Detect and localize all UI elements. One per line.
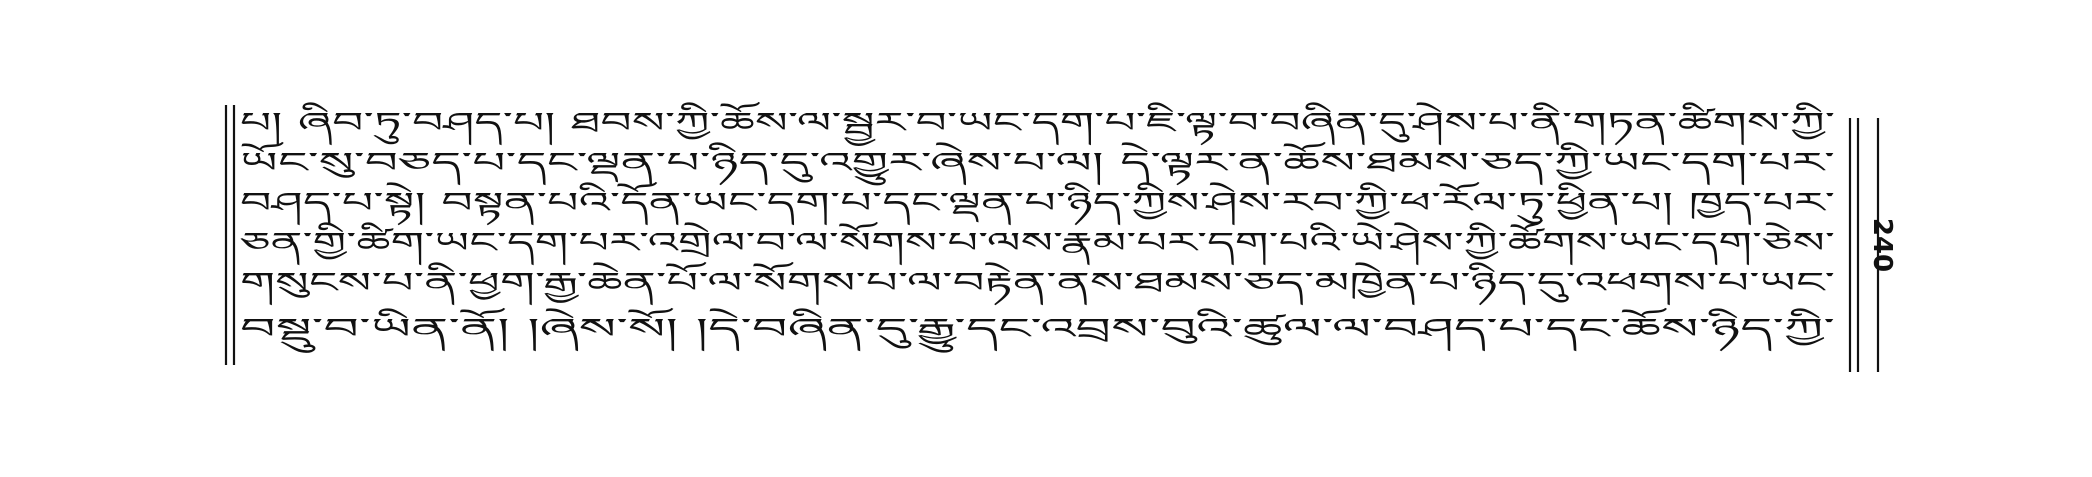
text-line-4 (240, 219, 1835, 266)
text-line-6-content: བསྡུ་བ་ཡིན་ནོ། །ཞེས་སོ། །དེ་བཞིན་དུ་རྒྱུ་དང་འབྲས་བུའི་ཚུལ་ལ་བཤད་པ་དང་ཆོས་ཉིད་ཀྱི་ (240, 312, 1042, 345)
text-block (240, 101, 1835, 353)
text-line-2-content: ཡོང་སུ་བཅད་པ་དང་ལྡན་པ་ཉིད་དུ་འགྱུར་ཞེས་པ་ལ། དེ་ལྟར་ན་ཆོས་ཐམས་ཅད་ཀྱི་ཡང་དག་པར་ (240, 146, 1099, 179)
text-line-5 (240, 261, 1835, 306)
margin-folio-number: 240 (1867, 217, 1897, 273)
text-line-3-content: བཤད་པ་སྟེ། བསྟན་པའི་དོན་ཡང་དག་པ་དང་ལྡན་པ་ཉིད་ཀྱིས་ཤེས་རབ་ཀྱི་ཕ་རོལ་ཏུ་ཕྱིན་པ། ཁྱད་པར་ (240, 186, 1146, 219)
text-line-4-content: ཅན་གྱི་ཚིག་ཡང་དག་པར་འགྲེལ་བ་ལ་སོགས་པ་ལས་རྣམ་པར་དག་པའི་ཡེ་ཤེས་ཀྱི་ཚོགས་ཡང་དག་ཅེས་ (240, 226, 1172, 259)
text-line-3 (240, 181, 1835, 226)
text-line-2 (240, 141, 1835, 186)
text-line-5-content: གསུངས་པ་ནི་ཕྱག་རྒྱ་ཆེན་པོ་ལ་སོགས་པ་ལ་བརྟེན་ནས་ཐམས་ཅད་མཁྱེན་པ་ཉིད་དུ་འཕགས་པ་ཡང་ (240, 266, 1136, 299)
text-line-1-content: པ། ཞིབ་ཏུ་བཤད་པ། ཐབས་ཀྱི་ཆོས་ལ་སྦྱར་བ་ཡང་དག་པ་ཇི་ལྟ་བ་བཞིན་དུ་ཤེས་པ་ནི་གཏན་ཚིགས་ཀྱི་ (240, 106, 1152, 139)
text-line-1 (240, 101, 1835, 146)
text-line-6 (240, 307, 1835, 353)
